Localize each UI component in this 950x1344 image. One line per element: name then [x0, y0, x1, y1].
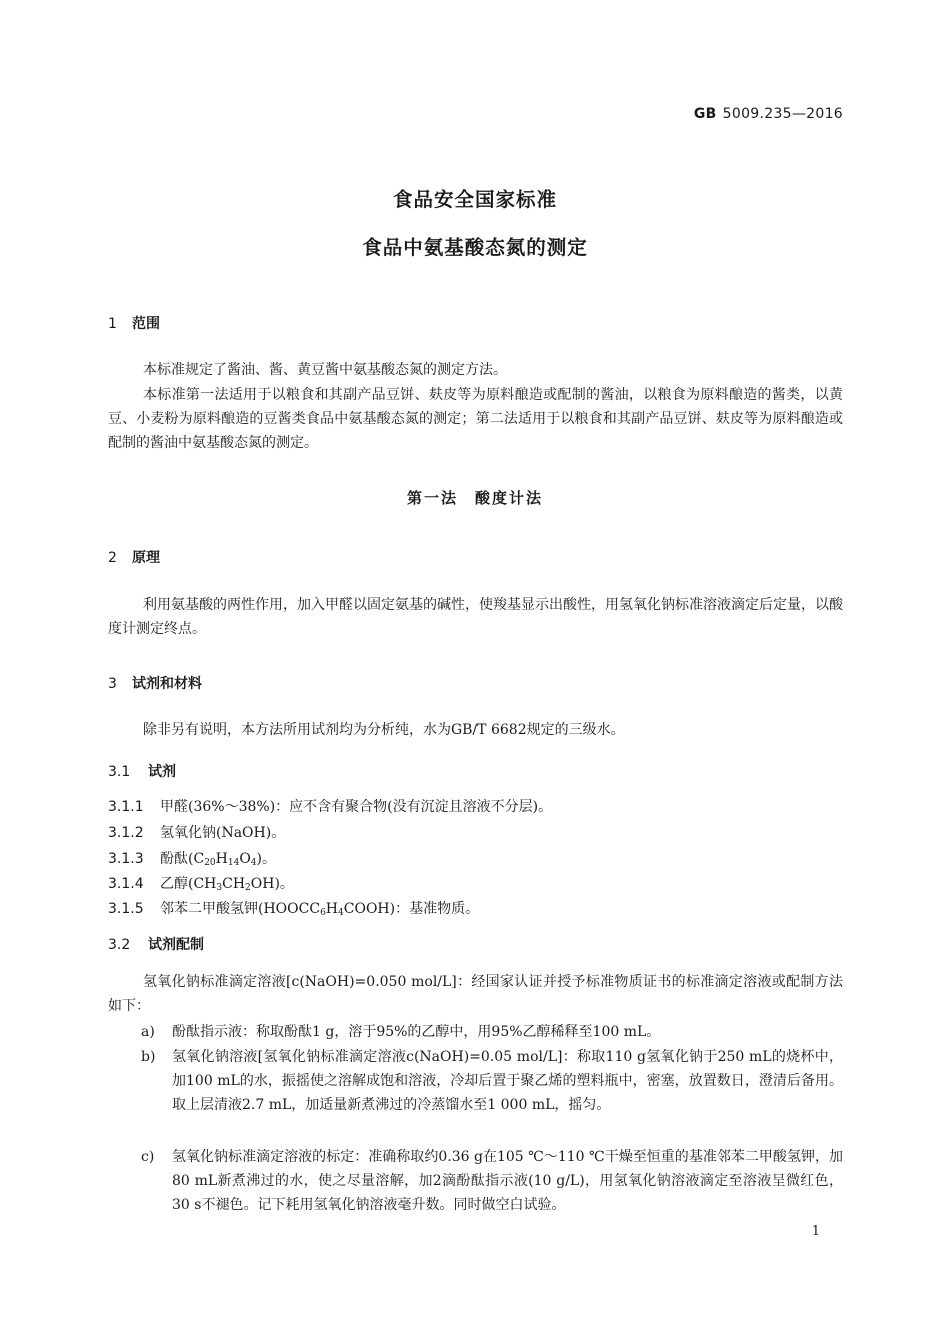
- item-number: 3.1.1: [108, 799, 144, 815]
- title-line-2: 食品中氨基酸态氮的测定: [362, 236, 588, 259]
- formula-subscript: 4: [338, 908, 344, 918]
- standard-code: 5009.235—2016: [722, 106, 843, 122]
- item-label: c): [141, 1149, 155, 1165]
- item-text: 氢氧化钠(NaOH)。: [160, 825, 286, 841]
- formula-part: OH)。: [250, 876, 294, 892]
- subsection-number: 3.1: [108, 764, 131, 780]
- prep-item-a: [108, 1020, 843, 1044]
- formula-subscript: 6: [320, 908, 326, 918]
- standard-prefix: GB: [693, 106, 717, 122]
- formula-subscript: 14: [227, 858, 240, 868]
- reagent-item-3-1-3: [108, 848, 276, 868]
- principle-paragraph: 利用氨基酸的两性作用，加入甲醛以固定氨基的碱性，使羧基显示出酸性，用氢氧化钠标准溶液滴定后定量，以酸度计测定终点。: [108, 597, 843, 637]
- title-line-1: 食品安全国家标准: [392, 188, 557, 211]
- formula-part: O: [239, 851, 251, 867]
- scope-paragraph-2: 本标准第一法适用于以粮食和其副产品豆饼、麸皮等为原料酿造或配制的酱油，以粮食为原料酿造的酱类，以黄豆、小麦粉为原料酿造的豆酱类食品中氨基酸态氮的测定；第二法适用于以粮食和其副产品豆饼、麸皮等为原料酿造或配制的酱油中氨基酸态氮的测定。: [108, 387, 843, 451]
- section-number: 3: [108, 676, 117, 692]
- item-label: a): [141, 1024, 155, 1040]
- formula-part: H: [215, 851, 228, 867]
- item-number: 3.1.5: [108, 901, 144, 917]
- section-number: 2: [108, 550, 117, 566]
- prep-item-b: [108, 1045, 843, 1141]
- item-number: 3.1.2: [108, 825, 144, 841]
- section-1-heading: [108, 313, 160, 333]
- subsection-title: 试剂配制: [148, 937, 204, 953]
- formula-part: H: [325, 901, 339, 917]
- section-number: 1: [108, 316, 117, 332]
- item-number: 3.1.3: [108, 851, 144, 867]
- section-title: 范围: [132, 316, 160, 332]
- formula-part: 乙醇(CH: [160, 876, 217, 892]
- prep-item-c: [108, 1145, 843, 1217]
- formula-subscript: 20: [204, 858, 216, 868]
- section-2-heading: [108, 547, 160, 567]
- section-title: 原理: [132, 550, 160, 566]
- reagent-item-3-1-2: [108, 822, 285, 842]
- scope-paragraph-1: 本标准规定了酱油、酱、黄豆酱中氨基酸态氮的测定方法。: [143, 362, 507, 378]
- standard-number: [694, 106, 843, 122]
- item-text: 氢氧化钠溶液[氢氧化钠标准滴定溶液c(NaOH)=0.05 mol/L]：称取110 g氢氧化钠于250 mL的烧杯中，加100 mL的水，振摇使之溶解成饱和溶液，冷却后置于聚乙烯的塑料瓶中，密塞，放置数日，澄清后备用。取上层清液2.7 mL，加适量新煮沸过的冷蒸馏水至1 000 mL，摇匀。: [172, 1049, 843, 1113]
- formula-subscript: 2: [245, 883, 251, 893]
- item-text: 酚酞指示液：称取酚酞1 g，溶于95%的乙醇中，用95%乙醇稀释至100 mL。: [172, 1024, 661, 1040]
- formula-part: COOH)：基准物质。: [343, 901, 480, 917]
- subsection-3-2-heading: [108, 934, 204, 954]
- item-text: 甲醛(36%～38%)：应不含有聚合物(没有沉淀且溶液不分层)。: [160, 799, 553, 815]
- reagent-item-3-1-5: [108, 898, 479, 918]
- naoh-standard-paragraph: 氢氧化钠标准滴定溶液[c(NaOH)=0.050 mol/L]：经国家认证并授予标准物质证书的标准滴定溶液或配制方法如下：: [108, 974, 843, 1014]
- section-title: 试剂和材料: [132, 676, 202, 692]
- reagent-item-3-1-4: [108, 873, 294, 893]
- formula-part: CH: [222, 876, 246, 892]
- method-1-heading: 第一法 酸度计法: [406, 489, 543, 507]
- item-text: 氢氧化钠标准滴定溶液的标定：准确称取约0.36 g在105 ℃～110 ℃干燥至恒重的基准邻苯二甲酸氢钾，加80 mL新煮沸过的水，使之尽量溶解，加2滴酚酞指示液(10 g/L)，用氢氧化钠溶液滴定至溶液呈微红色，30 s不褪色。记下耗用氢氧化钠溶液毫升数。同时做空白试验。: [172, 1149, 843, 1213]
- formula-part: 邻苯二甲酸氢钾(HOOCC: [160, 901, 321, 917]
- formula-part: 酚酞(C: [160, 851, 205, 867]
- reagents-intro-paragraph: 除非另有说明，本方法所用试剂均为分析纯，水为GB/T 6682规定的三级水。: [143, 722, 625, 738]
- section-3-heading: [108, 673, 202, 693]
- subsection-title: 试剂: [148, 764, 176, 780]
- subsection-number: 3.2: [108, 937, 131, 953]
- formula-subscript: 4: [250, 858, 257, 868]
- item-number: 3.1.4: [108, 876, 144, 892]
- formula-part: )。: [256, 851, 276, 867]
- subsection-3-1-heading: [108, 761, 176, 781]
- reagent-item-3-1-1: [108, 796, 552, 816]
- formula-subscript: 3: [216, 883, 223, 893]
- item-label: b): [141, 1049, 156, 1065]
- page-number: 1: [811, 1224, 820, 1239]
